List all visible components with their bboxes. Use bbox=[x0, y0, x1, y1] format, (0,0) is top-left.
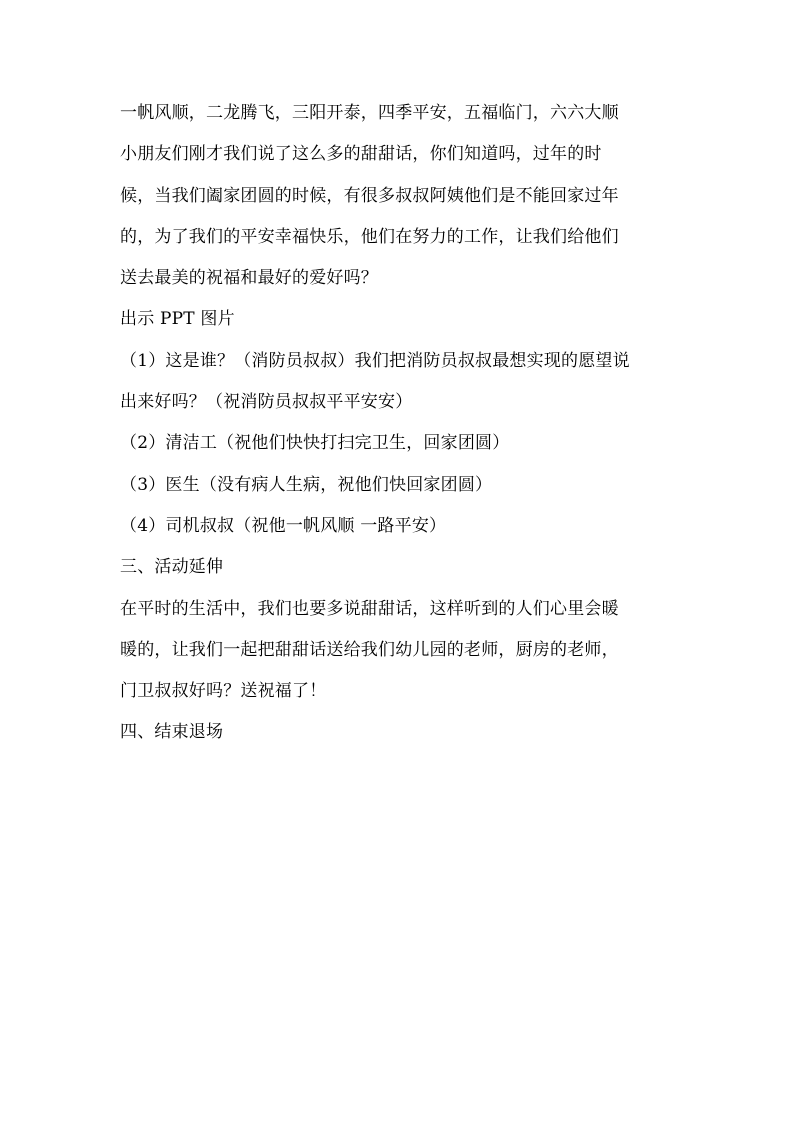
document-body bbox=[120, 103, 680, 764]
text-line: （2）清洁工（祝他们快快打扫完卫生，回家团圆） bbox=[120, 433, 510, 454]
text-line: 的，为了我们的平安幸福快乐，他们在努力的工作，让我们给他们 bbox=[120, 226, 619, 247]
text-line: 出示 PPT 图片 bbox=[120, 309, 235, 330]
text-line: 暖的，让我们一起把甜甜话送给我们幼儿园的老师，厨房的老师， bbox=[120, 639, 619, 660]
text-line: 出来好吗？（祝消防员叔叔平平安安） bbox=[120, 392, 413, 413]
text-line: 门卫叔叔好吗？送祝福了！ bbox=[120, 681, 327, 702]
text-line: （3）医生（没有病人生病，祝他们快回家团圆） bbox=[120, 474, 493, 495]
text-line: 送去最美的祝福和最好的爱好吗？ bbox=[120, 268, 378, 289]
text-line: 小朋友们刚才我们说了这么多的甜甜话，你们知道吗，过年的时 bbox=[120, 144, 602, 165]
text-line: 一帆风顺，二龙腾飞，三阳开泰，四季平安，五福临门，六六大顺 bbox=[120, 103, 619, 123]
text-line: （1）这是谁？（消防员叔叔）我们把消防员叔叔最想实现的愿望说 bbox=[120, 350, 630, 371]
text-line: 在平时的生活中，我们也要多说甜甜话，这样听到的人们心里会暖 bbox=[120, 598, 619, 619]
text-line: 候，当我们阖家团圆的时候，有很多叔叔阿姨他们是不能回家过年 bbox=[120, 185, 619, 206]
text-line: （4）司机叔叔（祝他一帆风顺 一路平安） bbox=[120, 515, 447, 536]
section-heading: 三、活动延伸 bbox=[120, 557, 224, 578]
section-heading: 四、结束退场 bbox=[120, 722, 224, 743]
